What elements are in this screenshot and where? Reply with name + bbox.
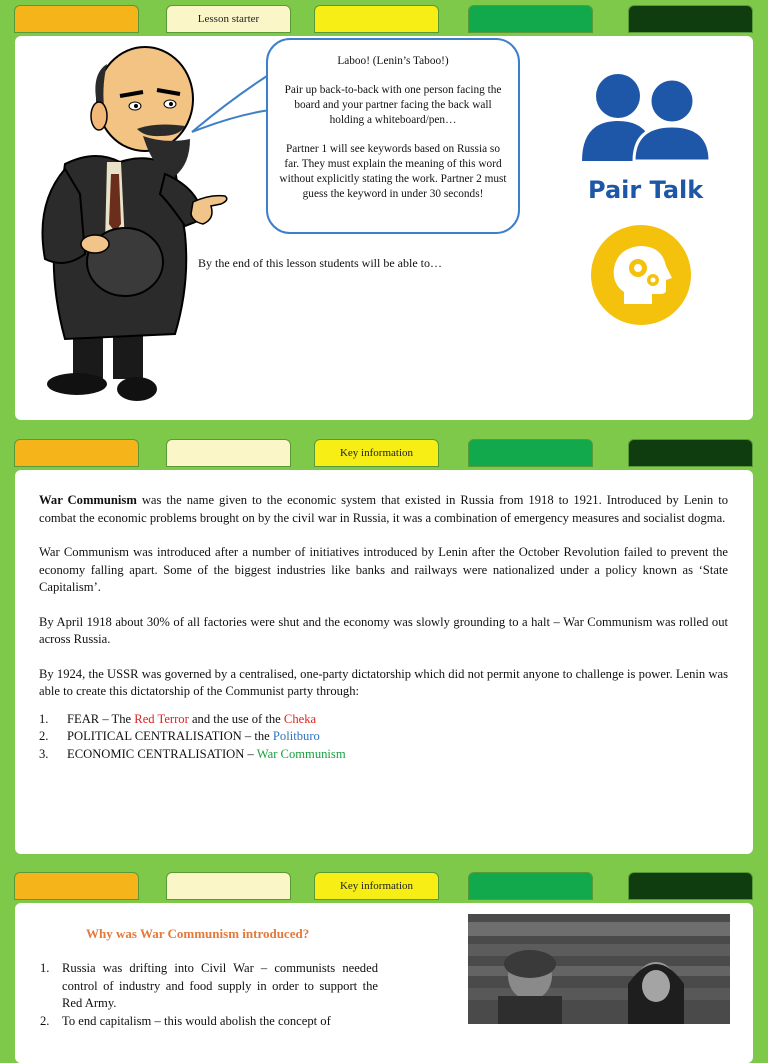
factories-paragraph: By April 1918 about 30% of all factories were shut and the economy was slowly grounding to a halt – War Communism was rolled out across Russia. xyxy=(39,614,728,646)
red-terror-term: Red Terror xyxy=(134,711,189,726)
list-number: 2. xyxy=(39,729,49,743)
speech-bubble-tail xyxy=(190,70,275,140)
reasons-list xyxy=(40,960,378,1030)
tab-strip xyxy=(0,0,768,36)
list-number: 1. xyxy=(40,961,50,975)
tab-dark-green[interactable] xyxy=(628,5,753,33)
list-text: FEAR – The xyxy=(67,711,135,726)
tab-dark-green[interactable] xyxy=(628,439,753,467)
list-item xyxy=(39,728,728,746)
speech-bubble xyxy=(266,38,520,234)
tab-orange[interactable] xyxy=(14,439,139,467)
tab-lesson-starter[interactable] xyxy=(166,5,291,33)
intro-rest: was the name given to the economic system that existed in Russia from 1918 to 1921. Introduced by Lenin to combat the economic problems brought on by the civil war in Russia, it was a combination of emergency measures and socialist dogma. xyxy=(39,493,728,525)
tab-dark-green[interactable] xyxy=(628,872,753,900)
dictatorship-paragraph: By 1924, the USSR was governed by a centralised, one-party dictatorship which did not permit anyone to challenge is power. Lenin was able to create this dictatorship of the Communist party through: xyxy=(39,666,728,698)
tab-yellow[interactable] xyxy=(314,5,439,33)
tab-cream[interactable] xyxy=(166,439,291,467)
pair-talk-label: Pair Talk xyxy=(588,176,704,204)
peasants-photo xyxy=(468,914,730,1024)
lesson-objectives: By the end of this lesson students will be able to… xyxy=(198,256,442,270)
background-paragraph: War Communism was introduced after a number of initiatives introduced by Lenin after the October Revolution failed to prevent the economy falling apart. Some of the biggest industries like banks and railways were nationalized under a policy known as ‘State Capitalism’. xyxy=(39,545,728,594)
methods-list xyxy=(39,711,728,764)
intro-paragraph xyxy=(39,492,728,527)
list-item xyxy=(40,960,378,1013)
tab-green[interactable] xyxy=(468,439,593,467)
war-communism-term: War Communism xyxy=(256,746,346,761)
tab-green[interactable] xyxy=(468,872,593,900)
tab-orange[interactable] xyxy=(14,872,139,900)
bubble-rules: Partner 1 will see keywords based on Russia so far. They must explain the meaning of this word without explicitly stating the work. Partner 2 must guess the keyword in under 30 seconds! xyxy=(279,143,507,200)
list-number: 2. xyxy=(40,1013,50,1028)
list-item xyxy=(39,711,728,729)
politburo-term: Politburo xyxy=(272,729,320,743)
tab-key-information[interactable] xyxy=(314,439,439,467)
tab-label: Key information xyxy=(339,447,413,459)
tab-green[interactable] xyxy=(468,5,593,33)
list-item xyxy=(40,1013,378,1031)
tab-key-information[interactable] xyxy=(314,872,439,900)
tab-label: Lesson starter xyxy=(197,13,260,25)
list-text: Russia was drifting into Civil War – communists needed control of industry and food supply in order to support the Red Army. xyxy=(62,961,378,1010)
list-text: and the use of the xyxy=(188,711,284,726)
bubble-instructions: Pair up back-to-back with one person facing the board and your partner facing the back wall holding a whiteboard/pen… xyxy=(284,84,502,126)
tab-cream[interactable] xyxy=(166,872,291,900)
tab-strip xyxy=(0,867,768,903)
pair-people-icon xyxy=(582,66,710,161)
key-information-text xyxy=(39,492,728,763)
list-item xyxy=(39,746,728,764)
list-text: ECONOMIC CENTRALISATION – xyxy=(67,746,257,761)
war-communism-term: War Communism xyxy=(39,493,137,507)
head-gears-icon xyxy=(590,224,692,326)
list-text: POLITICAL CENTRALISATION – the xyxy=(67,729,273,743)
tab-orange[interactable] xyxy=(14,5,139,33)
tab-strip xyxy=(0,434,768,470)
list-text: To end capitalism – this would abolish the concept of xyxy=(62,1013,331,1028)
tab-label: Key information xyxy=(339,880,413,892)
peasants-photo-graphic xyxy=(468,914,730,1024)
bubble-title: Laboo! (Lenin’s Taboo!) xyxy=(337,55,449,67)
section-heading: Why was War Communism introduced? xyxy=(86,926,310,941)
cheka-term: Cheka xyxy=(283,711,317,726)
list-number: 3. xyxy=(39,746,49,761)
list-number: 1. xyxy=(39,711,49,726)
